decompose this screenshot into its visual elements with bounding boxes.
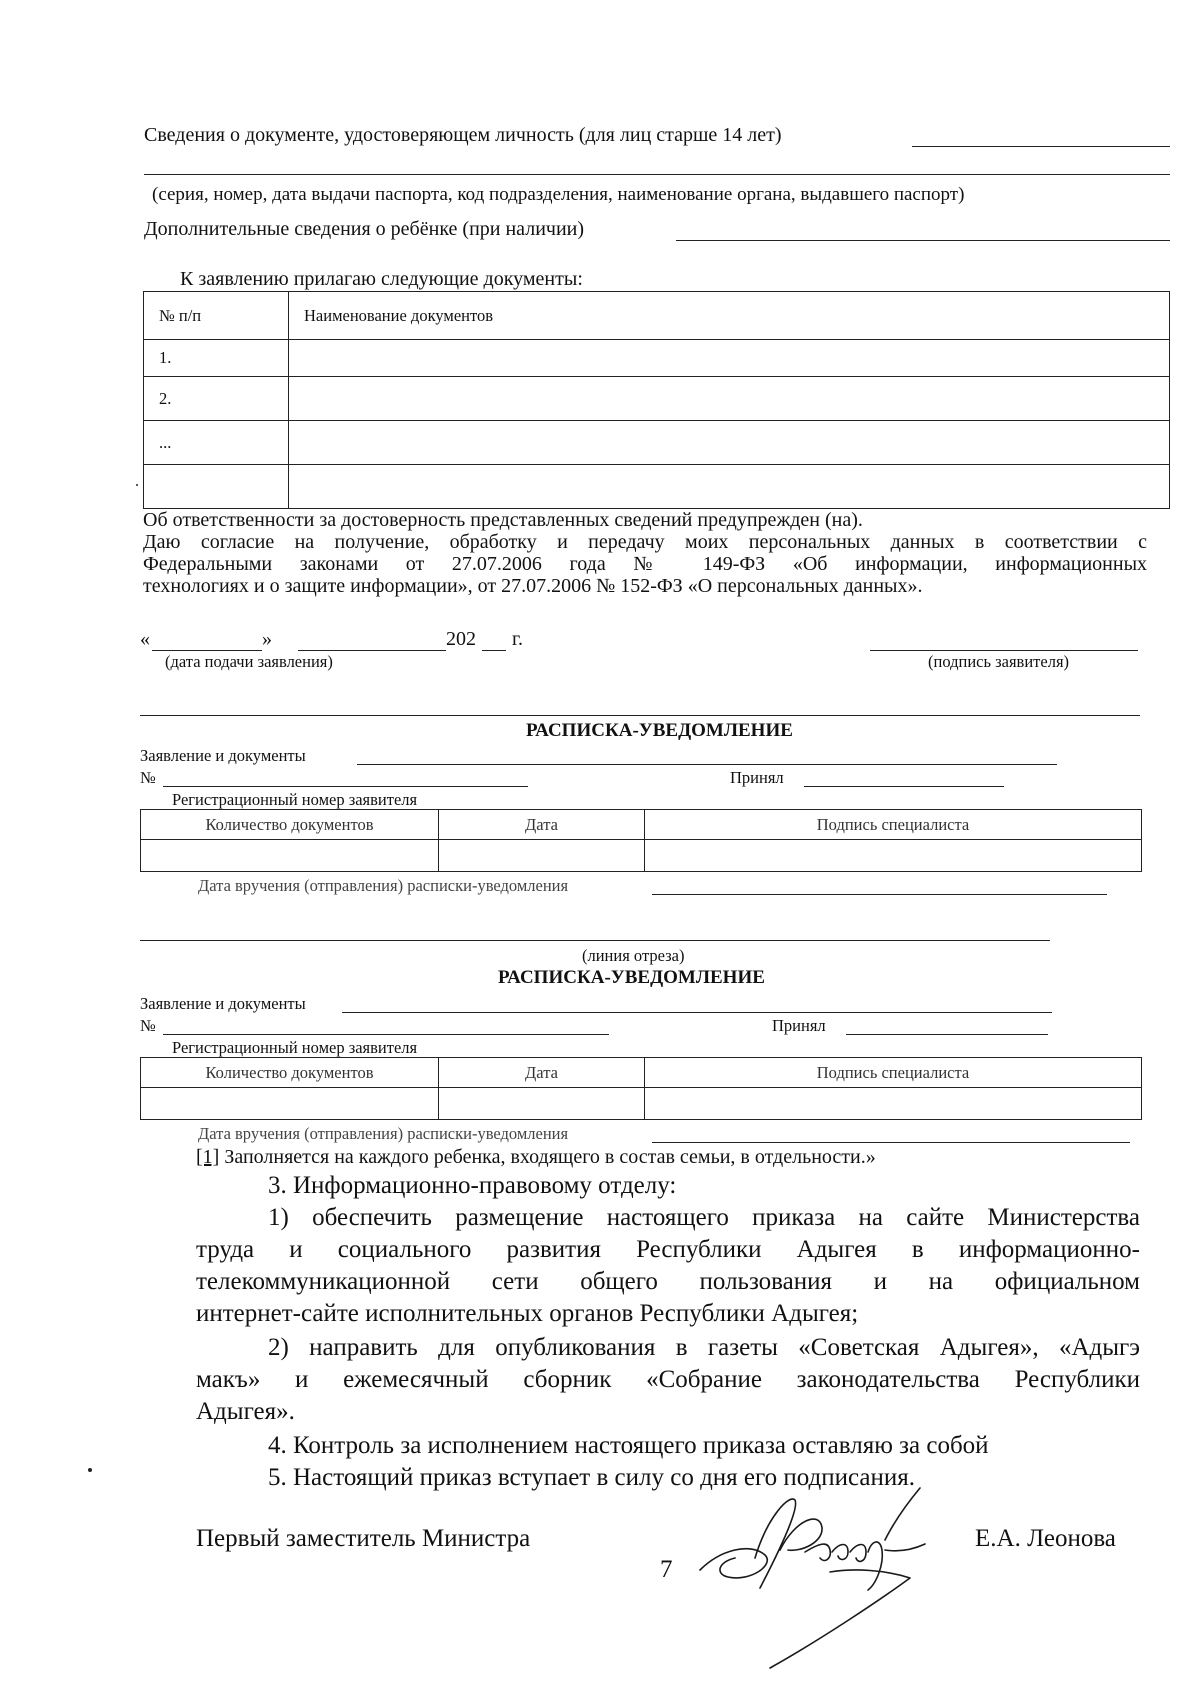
specialist-sign-cell[interactable] [645,840,1142,872]
header-cell: Дата [439,1058,645,1088]
table-row [144,377,1170,421]
row-number: 2. [144,377,289,421]
applicant-signature-field[interactable] [870,650,1138,651]
receipt2-delivery-field[interactable] [652,1142,1130,1143]
page-number: 7 [660,1556,673,1583]
date-day-field[interactable] [152,650,262,651]
extra-info-label: Дополнительные сведения о ребёнке (при наличии) [144,218,585,240]
receipt2-accepted-label: Принял [772,1016,826,1035]
docs-count-cell[interactable] [141,840,439,872]
receipt1-title: РАСПИСКА-УВЕДОМЛЕНИЕ [526,720,793,741]
order-p5: 5. Настоящий приказ вступает в силу со дня его подписания. [268,1464,916,1491]
signature-caption: (подпись заявителя) [928,652,1070,671]
date-cell[interactable] [439,840,645,872]
personal-doc-line [144,174,1170,175]
table-row [144,421,1170,465]
order-p3-1-line-2: труда и социального развития Республики Адыгея в информационно- [196,1236,1140,1263]
receipt1-accepted-field[interactable] [804,786,1004,787]
header-cell: Наименование документов [289,292,1170,340]
signatory-name: Е.А. Леонова [975,1525,1116,1552]
doc-name-cell[interactable] [289,465,1170,509]
receipt1-delivery-field[interactable] [652,894,1107,895]
order-p4: 4. Контроль за исполнением настоящего приказа оставляю за собой [268,1432,989,1459]
scan-speck [136,484,138,486]
receipt1-no-label: № [140,768,156,787]
table-row [141,1088,1142,1120]
cut-line [140,940,1050,941]
receipt2-title: РАСПИСКА-УВЕДОМЛЕНИЕ [498,967,765,988]
receipt2-docs-label: Заявление и документы [140,994,306,1013]
row-number [144,465,289,509]
receipt1-top-line [140,715,1140,716]
doc-name-cell[interactable] [289,421,1170,465]
date-year-field[interactable] [482,650,506,651]
attachments-table [143,291,1170,509]
specialist-sign-cell[interactable] [645,1088,1142,1120]
receipt2-table [140,1057,1142,1120]
table-row [141,810,1142,840]
table-row [144,292,1170,340]
docs-count-cell[interactable] [141,1088,439,1120]
receipt1-docs-label: Заявление и документы [140,746,306,765]
order-p3-1-line-3: телекоммуникационной сети общего пользования и на официальном [196,1268,1140,1295]
cut-line-label: (линия отреза) [582,946,685,965]
date-close-quote: » [262,628,272,650]
order-p3-1-line-4: интернет-сайте исполнительных органов Республики Адыгея; [196,1300,859,1327]
table-row [141,840,1142,872]
header-cell: № п/п [144,292,289,340]
row-number: 1. [144,340,289,377]
handwritten-signature-icon [680,1480,970,1670]
consent-line-3: Федеральными законами от 27.07.2006 года № 149-ФЗ «Об информации, информационных [143,553,1147,575]
header-cell: Дата [439,810,645,840]
consent-line-4: технологиях и о защите информации», от 27.07.2006 № 152-ФЗ «О персональных данных». [143,575,923,597]
order-p3-1-line-1: 1) обеспечить размещение настоящего приказа на сайте Министерства [268,1204,1140,1231]
date-open-quote: « [140,628,150,650]
receipt2-no-label: № [140,1016,156,1035]
receipt2-reg-label: Регистрационный номер заявителя [172,1038,418,1057]
date-year-suffix: г. [512,628,523,650]
header-cell: Количество документов [141,810,439,840]
footnote [196,1146,876,1169]
order-p3-2-line-2: макъ» и ежемесячный сборник «Собрание законодательства Республики [196,1366,1140,1393]
consent-line-2: Даю согласие на получение, обработку и передачу моих персональных данных в соответствии с [143,531,1147,553]
personal-doc-label: Сведения о документе, удостоверяющем личность (для лиц старше 14 лет) [144,124,782,146]
consent-line-1: Об ответственности за достоверность представленных сведений предупрежден (на). [143,509,863,531]
receipt2-delivery-label: Дата вручения (отправления) расписки-уведомления [198,1124,569,1143]
table-row [141,1058,1142,1088]
receipt2-docs-field[interactable] [342,1012,1052,1013]
header-cell: Подпись специалиста [645,1058,1142,1088]
table-row [144,465,1170,509]
receipt2-no-field[interactable] [163,1034,609,1035]
header-cell: Подпись специалиста [645,810,1142,840]
doc-name-cell[interactable] [289,340,1170,377]
table-row [144,340,1170,377]
receipt1-accepted-label: Принял [730,768,784,787]
scan-speck [88,1468,92,1472]
order-p3: 3. Информационно-правовому отделу: [268,1172,677,1199]
receipt1-delivery-label: Дата вручения (отправления) расписки-уведомления [198,876,569,895]
receipt1-table [140,809,1142,872]
date-year: 202 [446,628,476,650]
signatory-position: Первый заместитель Министра [196,1525,531,1552]
row-number: ... [144,421,289,465]
attachments-title: К заявлению прилагаю следующие документы: [180,268,583,290]
receipt1-docs-field[interactable] [357,764,1057,765]
order-p3-2-line-3: Адыгея». [196,1398,295,1425]
footnote-text: Заполняется на каждого ребенка, входящего в состав семьи, в отдельности.» [219,1146,876,1168]
date-cell[interactable] [439,1088,645,1120]
date-caption: (дата подачи заявления) [165,652,333,671]
header-cell: Количество документов [141,1058,439,1088]
receipt2-accepted-field[interactable] [846,1034,1048,1035]
receipt1-reg-label: Регистрационный номер заявителя [172,790,418,809]
doc-name-cell[interactable] [289,377,1170,421]
footnote-marker[interactable]: [1] [196,1146,220,1168]
personal-doc-hint: (серия, номер, дата выдачи паспорта, код подразделения, наименование органа, выдавшего паспорт) [152,184,965,205]
date-month-field[interactable] [298,650,446,651]
receipt1-no-field[interactable] [163,786,528,787]
personal-doc-field[interactable] [912,146,1170,147]
extra-info-field[interactable] [676,240,1170,241]
order-p3-2-line-1: 2) направить для опубликования в газеты «Советская Адыгея», «Адыгэ [268,1334,1140,1361]
